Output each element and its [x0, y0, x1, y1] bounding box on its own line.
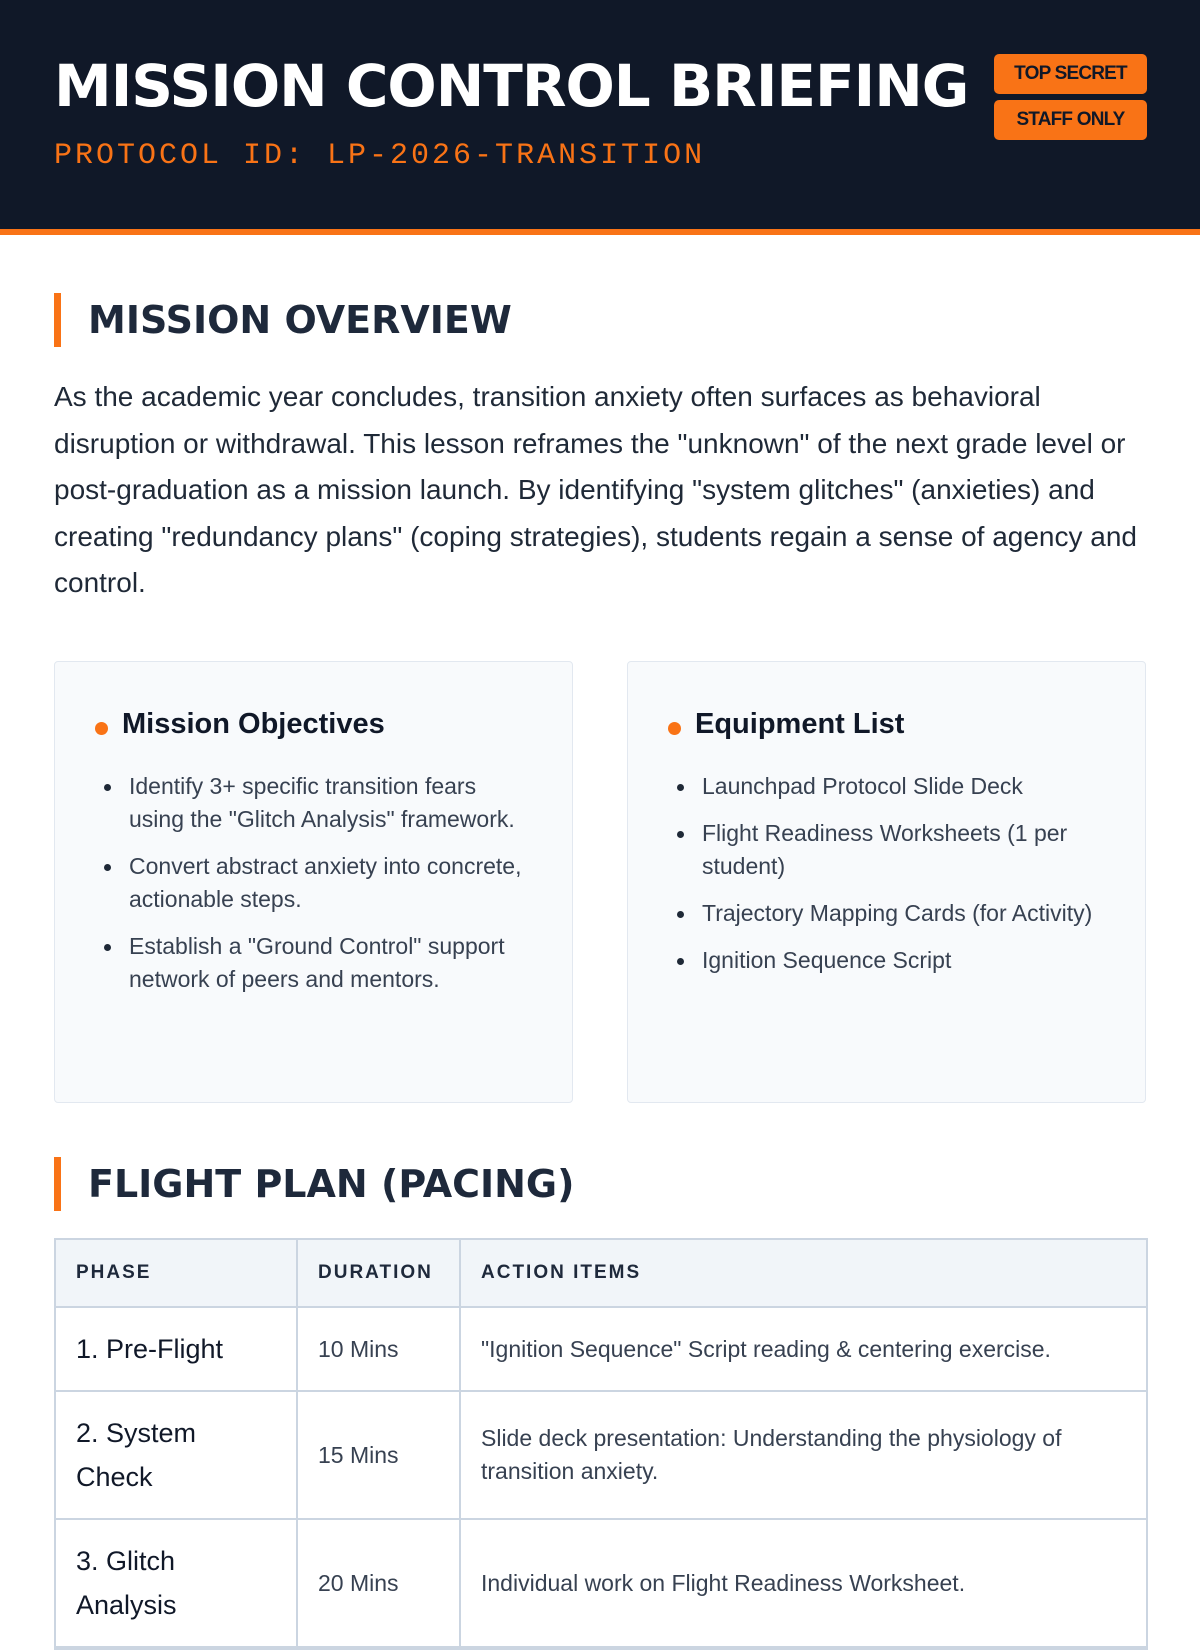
objectives-card	[54, 661, 573, 1103]
objectives-title: Mission Objectives	[122, 708, 385, 740]
action-cell: "Ignition Sequence" Script reading & centering exercise.	[481, 1335, 1051, 1362]
phase-cell: 1. Pre-Flight	[56, 1308, 298, 1390]
duration-cell: 10 Mins	[298, 1308, 461, 1390]
flight-plan-heading: FLIGHT PLAN (PACING)	[54, 1157, 575, 1211]
flight-plan-table	[54, 1238, 1148, 1650]
mission-overview-heading: MISSION OVERVIEW	[54, 293, 512, 347]
bullet-dot-icon	[95, 722, 108, 735]
header	[0, 0, 1200, 235]
list-item: Flight Readiness Worksheets (1 per student)	[702, 817, 1102, 883]
column-header-action-items: ACTION ITEMS	[481, 1262, 642, 1283]
list-item: Launchpad Protocol Slide Deck	[702, 770, 1102, 803]
duration-cell: 20 Mins	[298, 1520, 461, 1646]
phase-cell: 2. System Check	[56, 1392, 298, 1518]
table-header	[56, 1240, 1146, 1308]
action-cell: Slide deck presentation: Understanding the physiology of transition anxiety.	[481, 1425, 1062, 1484]
phase-cell: 3. Glitch Analysis	[56, 1520, 298, 1646]
action-cell: Individual work on Flight Readiness Worksheet.	[481, 1569, 966, 1596]
equipment-title: Equipment List	[695, 708, 905, 740]
page-title: MISSION CONTROL BRIEFING	[54, 52, 969, 120]
staff-only-badge: STAFF ONLY	[994, 100, 1147, 140]
equipment-card	[627, 661, 1146, 1103]
table-row	[56, 1392, 1146, 1520]
list-item: Convert abstract anxiety into concrete, actionable steps.	[129, 850, 529, 916]
column-header-duration: DURATION	[298, 1240, 461, 1306]
objectives-list	[129, 770, 529, 1010]
list-item: Trajectory Mapping Cards (for Activity)	[702, 897, 1102, 930]
list-item: Establish a "Ground Control" support network of peers and mentors.	[129, 930, 529, 996]
list-item: Identify 3+ specific transition fears using the "Glitch Analysis" framework.	[129, 770, 529, 836]
bullet-dot-icon	[668, 722, 681, 735]
protocol-id: PROTOCOL ID: LP-2026-TRANSITION	[54, 139, 706, 173]
top-secret-badge: TOP SECRET	[994, 54, 1147, 94]
overview-paragraph: As the academic year concludes, transition anxiety often surfaces as behavioral disruption or withdrawal. This lesson reframes the "unknown" of the next grade level or post-graduation as a mission launch. By identifying "system glitches" (anxieties) and creating "redundancy plans" (coping strategies), students regain a sense of agency and control.	[54, 381, 1137, 598]
duration-cell: 15 Mins	[298, 1392, 461, 1518]
column-header-phase: PHASE	[56, 1240, 298, 1306]
equipment-list	[702, 770, 1102, 991]
list-item: Ignition Sequence Script	[702, 944, 1102, 977]
table-row	[56, 1308, 1146, 1392]
table-row	[56, 1520, 1146, 1648]
